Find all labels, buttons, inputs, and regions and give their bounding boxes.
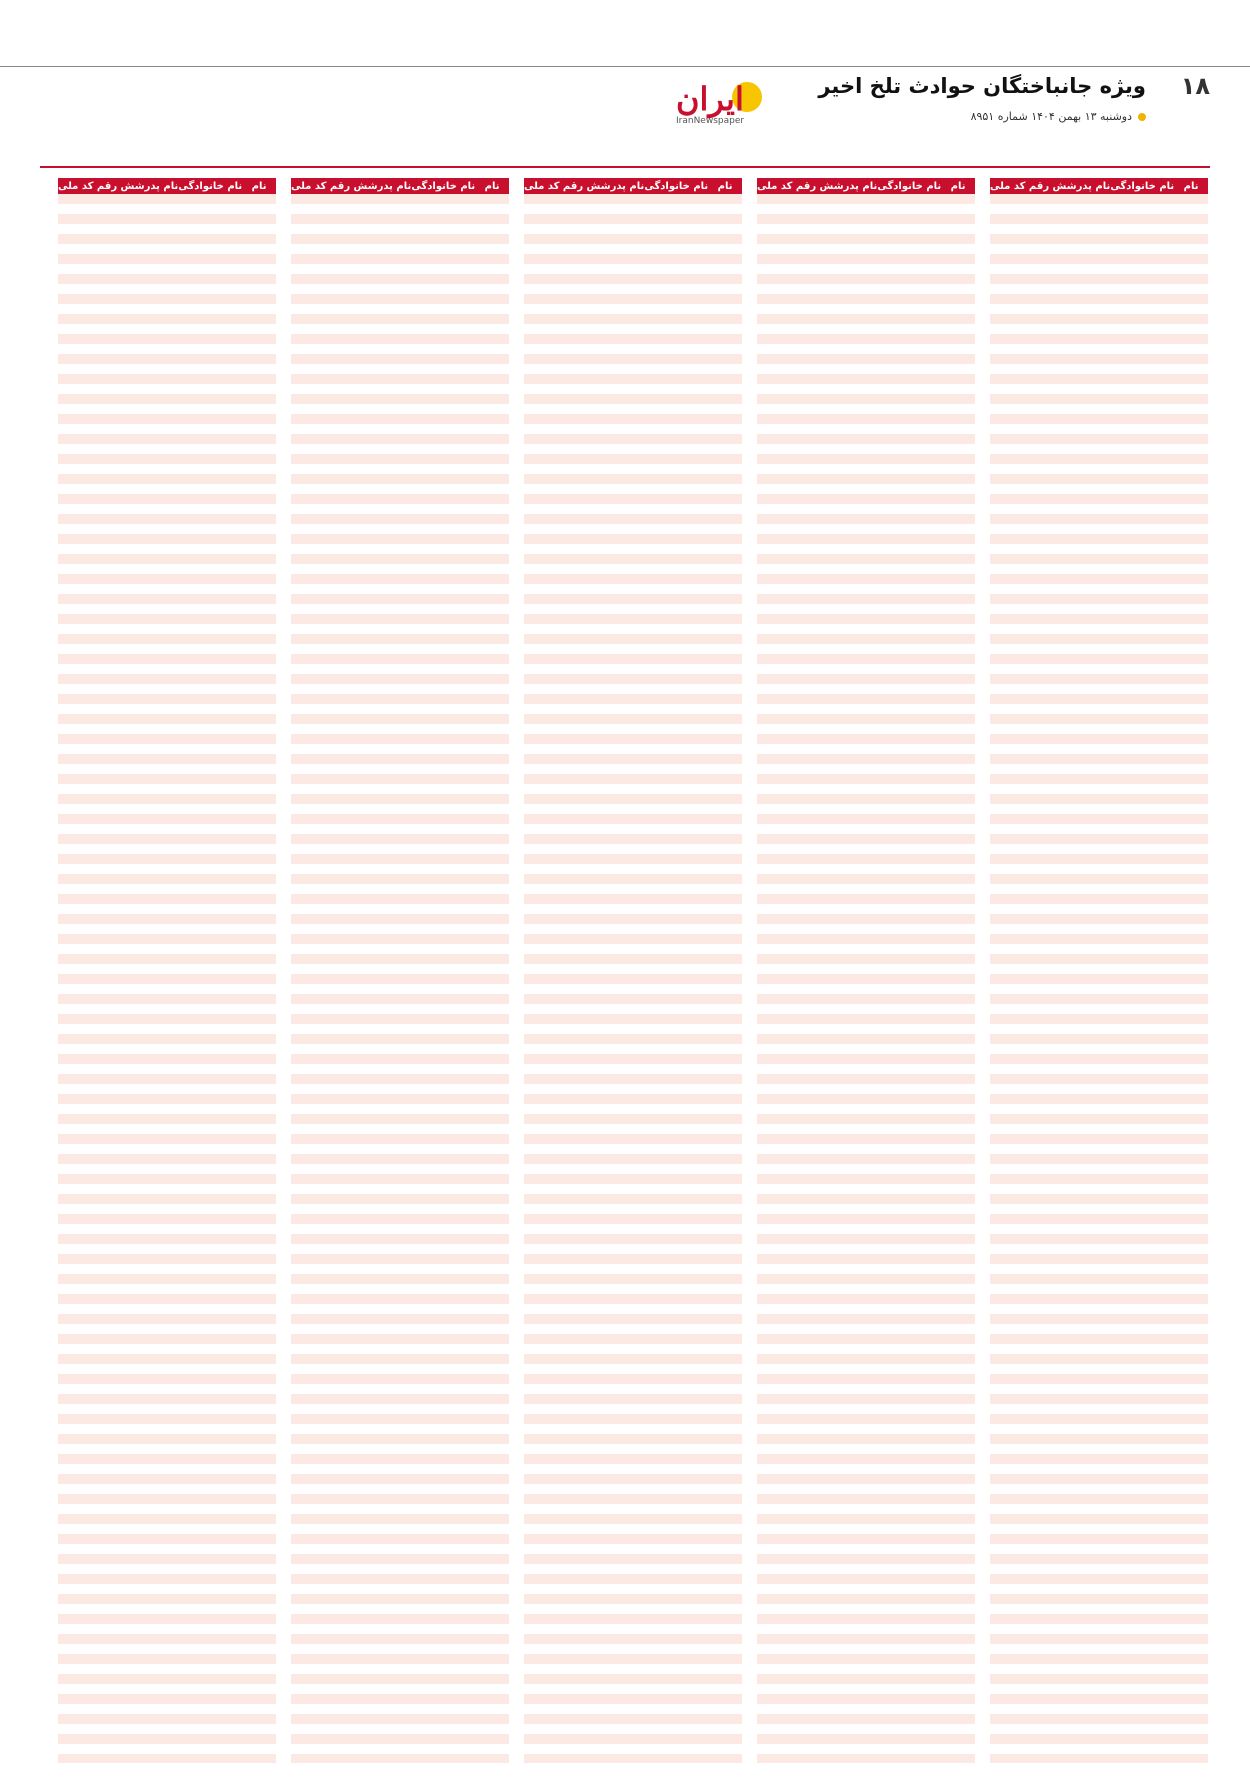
column-header-cell: نام خانوادگی [644, 180, 709, 192]
dateline [971, 110, 1146, 123]
list-columns [58, 178, 1208, 1763]
column-header-cell: نام خانوادگی [411, 180, 476, 192]
column-header-cell: نام [1183, 180, 1199, 192]
list-column [757, 178, 975, 1763]
list-rows [524, 194, 742, 1763]
list-column [291, 178, 509, 1763]
column-header [291, 178, 509, 194]
column-header [757, 178, 975, 194]
column-header [58, 178, 276, 194]
column-header-cell: نام پدر [843, 180, 878, 192]
column-header-cell: شش رقم کد ملی [989, 180, 1077, 192]
page-number: ۱۸ [1180, 72, 1210, 100]
column-header-cell: شش رقم کد ملی [756, 180, 844, 192]
newspaper-logo [670, 80, 756, 128]
column-header-cell: نام خانوادگی [178, 180, 243, 192]
list-column [990, 178, 1208, 1763]
logo-wordmark: ایران [676, 80, 744, 118]
section-title: ویژه جانباختگان حوادث تلخ اخیر [818, 74, 1146, 98]
column-header-cell: شش رقم کد ملی [523, 180, 611, 192]
header-rule [40, 166, 1210, 168]
column-header [524, 178, 742, 194]
column-header [990, 178, 1208, 194]
column-header-cell: نام [717, 180, 733, 192]
dateline-dot-icon [1138, 113, 1146, 121]
column-header-cell: نام پدر [610, 180, 645, 192]
logo-subtitle: IranNewspaper [676, 116, 745, 126]
page-header [0, 66, 1250, 156]
column-header-cell: نام پدر [1076, 180, 1111, 192]
list-rows [58, 194, 276, 1763]
column-header-cell: نام خانوادگی [877, 180, 942, 192]
column-header-cell: نام خانوادگی [1110, 180, 1175, 192]
column-header-cell: نام [950, 180, 966, 192]
column-header-cell: نام پدر [144, 180, 179, 192]
column-header-cell: شش رقم کد ملی [57, 180, 145, 192]
list-rows [757, 194, 975, 1763]
list-column [524, 178, 742, 1763]
dateline-text: دوشنبه ۱۳ بهمن ۱۴۰۴ شماره ۸۹۵۱ [970, 110, 1132, 123]
list-rows [990, 194, 1208, 1763]
column-header-cell: نام [484, 180, 500, 192]
column-header-cell: شش رقم کد ملی [290, 180, 378, 192]
list-rows [291, 194, 509, 1763]
column-header-cell: نام پدر [377, 180, 412, 192]
column-header-cell: نام [251, 180, 267, 192]
list-column [58, 178, 276, 1763]
